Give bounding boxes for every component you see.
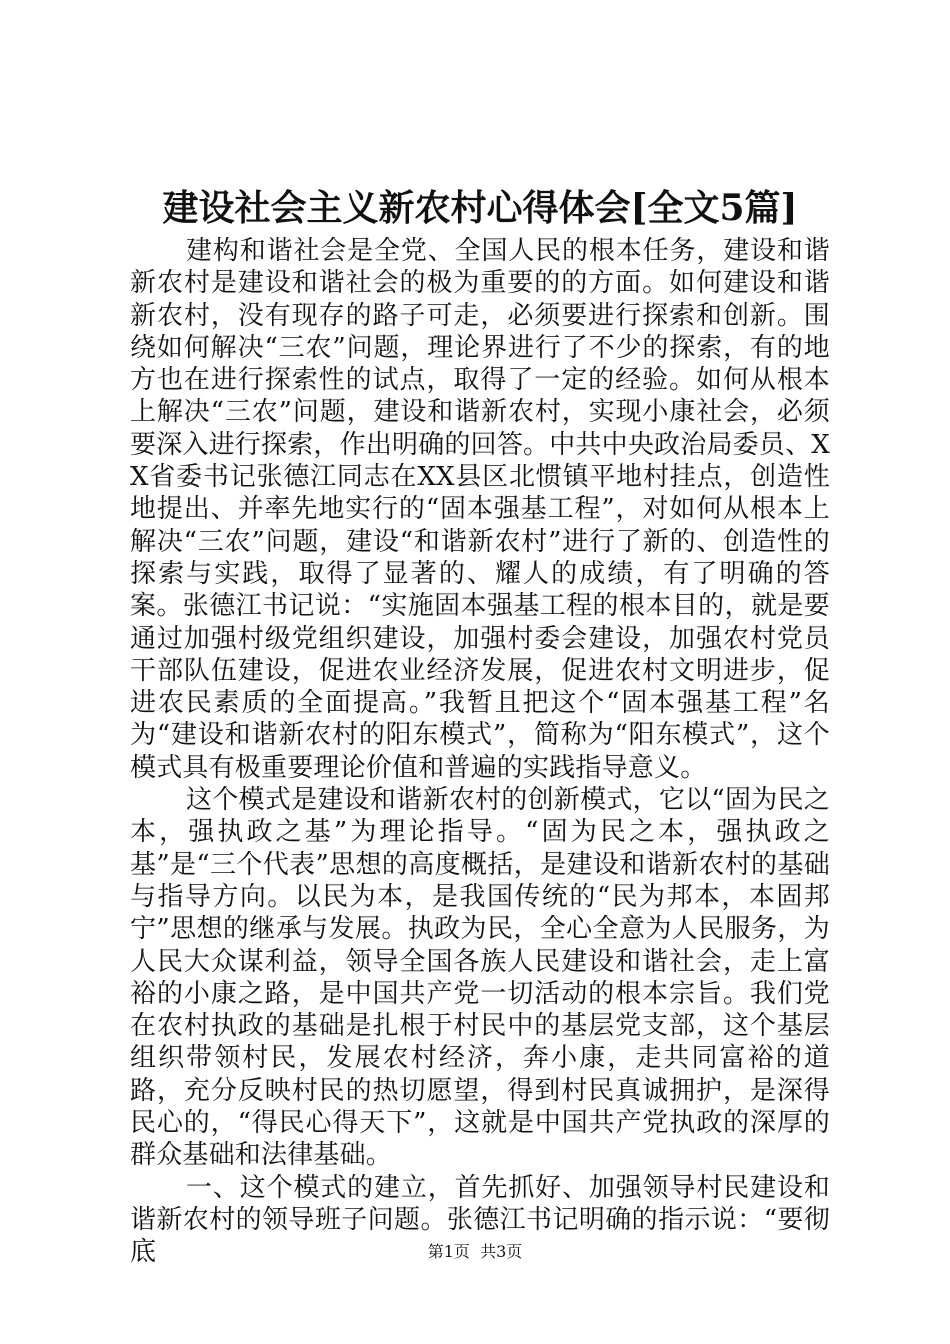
page-footer <box>0 1242 950 1262</box>
document-title: 建设社会主义新农村心得体会[全文5篇] <box>162 187 798 229</box>
paragraph: 建构和谐社会是全党、全国人民的根本任务，建设和谐新农村是建设和谐社会的极为重要的的方面。如何建设和谐新农村，没有现存的路子可走，必须要进行探索和创新。围绕如何解决“三农”问题，理论界进行了不少的探索，有的地方也在进行探索性的试点，取得了一定的经验。如何从根本上解决“三农”问题，建设和谐新农村，实现小康社会，必须要深入进行探索，作出明确的回答。中共中央政治局委员、XX省委书记张德江同志在XX县区北惯镇平地村挂点，创造性地提出、并率先地实行的“固本强基工程”，对如何从根本上解决“三农”问题，建设“和谐新农村”进行了新的、创造性的探索与实践，取得了显著的、耀人的成绩，有了明确的答案。张德江书记说：“实施固本强基工程的根本目的，就是要通过加强村级党组织建设，加强村委会建设，加强农村党员干部队伍建设，促进农业经济发展，促进农村文明进步，促进农民素质的全面提高。”我暂且把这个“固本强基工程”名为“建设和谐新农村的阳东模式”，简称为“阳东模式”，这个模式具有极重要理论价值和普遍的实践指导意义。 <box>130 236 830 783</box>
paragraph: 这个模式是建设和谐新农村的创新模式，它以“固为民之本，强执政之基”为理论指导。“固为民之本，强执政之基”是“三个代表”思想的高度概括，是建设和谐新农村的基础与指导方向。以民为本，是我国传统的“民为邦本，本固邦宁”思想的继承与发展。执政为民，全心全意为人民服务，为人民大众谋利益，领导全国各族人民建设和谐社会，走上富裕的小康之路，是中国共产党一切活动的根本宗旨。我们党在农村执政的基础是扎根于村民中的基层党支部，这个基层组织带领村民，发展农村经济，奔小康，走共同富裕的道路，充分反映村民的热切愿望，得到村民真诚拥护，是深得民心的，“得民心得天下”，这就是中国共产党执政的深厚的群众基础和法律基础。 <box>130 785 830 1171</box>
footer-spacer <box>470 1242 480 1261</box>
page-total: 共3页 <box>480 1242 523 1261</box>
page-number: 第1页 <box>427 1242 470 1261</box>
paragraph: 一、这个模式的建立，首先抓好、加强领导村民建设和谐新农村的领导班子问题。张德江书记明确的指示说：“要彻底 <box>130 1172 830 1268</box>
